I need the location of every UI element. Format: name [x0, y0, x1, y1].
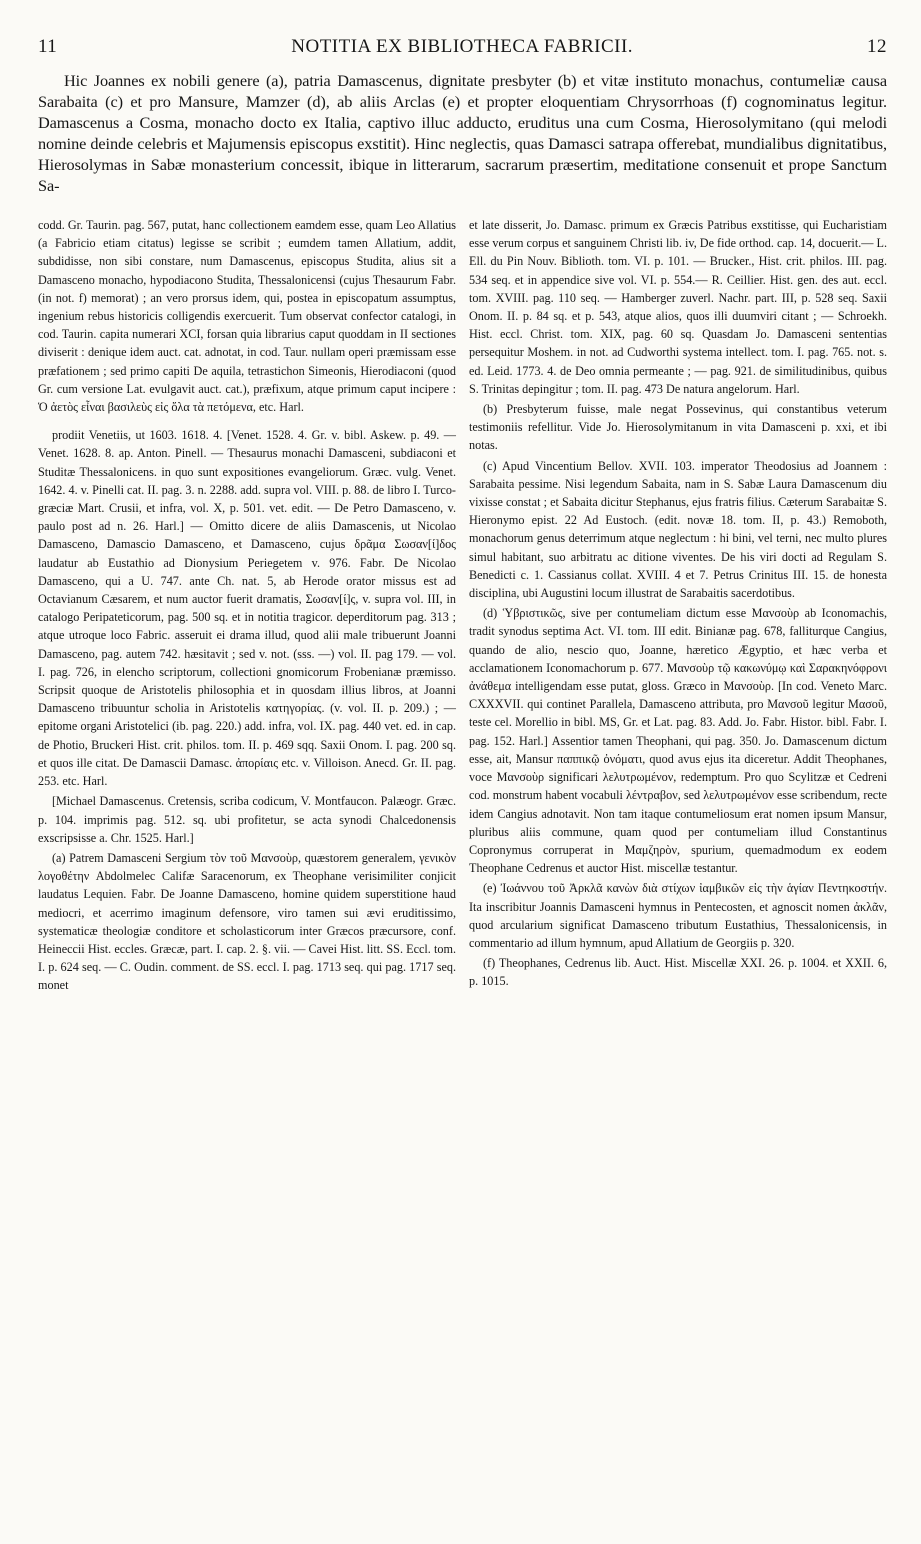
footnote-e: (e) Ἰωάννου τοῦ Ἀρκλᾶ κανὼν διὰ στίχων ἰαμβικῶν εἰς τὴν ἁγίαν Πεντηκοστήν. Ita inscribitur Joannis Damasceni hymnus in Pentecosten, et agnoscit nomen ἀκλᾶν, quod arcularium significat Damasceno tributum Eustathius, Thessalonicensis, in commentario ad illum hymnum, apud Allatium de Georgiis p. 320. — [469, 881, 887, 950]
main-paragraph: Hic Joannes ex nobili genere (a), patria Damascenus, dignitate presbyter (b) et vitæ instituto monachus, contumeliæ causa Sarabaita (c) et pro Mansure, Mamzer (d), ab aliis Arclas (e) et propter eloquentiam Chrysorrhoas (f) cognominatus legitur. Damascenus a Cosma, monacho docto ex Italia, captivo illuc adducto, eruditus una cum Cosma, Hierosolymitano (qui melodi nomine deinde celebris et Majumensis episcopus exstitit). Hinc neglectis, quas Damasci satrapa offerebat, mundialibus dignitatibus, Hierosolymas in Sabæ monasterium concessit, ibique in litterarum, sacrarum præsertim, meditatione consenuit et prope Sanctum Sa- — [38, 71, 887, 195]
footnote-paragraph: codd. Gr. Taurin. pag. 567, putat, hanc collectionem eamdem esse, quam Leo Allatius (a Fabricio etiam citatus) legisse se scribit ; eumdem tamen Allatium, addit, subdidisse, non sibi constare, num Damascenus, episcopus Studita, alius sit a Damasceno monacho, hypodiacono Studita, Thessalonicensi (cujus Thesaurum Fabr. (in not. f) memorat) ; an vero prorsus idem, qui, postea in episcopatum assumptus, ingenium rebus historicis colligendis exercuerit. Tum observat confector catalogi, in cod. Taurin. capita numerari XCI, forsan quia librarius caput quoddam in II sectiones diviserit : denique idem auct. cat. adnotat, in cod. Taur. nullam operi præmissam esse præfationem ; sed primo capiti De aquila, tetrastichon Simeonis, Hierodiaconi (quod Gr. cum versione Lat. evulgavit auct. cat.), præfixum, atque primum caput incipere : Ὁ ἀετὸς εἶναι βασιλεὺς εἰς ὅλα τὰ πετόμενα, etc. Harl. — [38, 218, 456, 415]
left-footnote-column — [38, 216, 456, 997]
footnote-c: (c) Apud Vincentium Bellov. XVII. 103. imperator Theodosius ad Joannem : Sarabaita pessime. Nisi legendum Sabaita, nam in S. Sabæ Laura Damascenum diu vixisse constat ; et Sabaita dicitur Stephanus, ejus fratris filius. Cæterum Sarabaitæ S. Hieronymo epist. 22 Ad Eustoch. (edit. novæ 18. tom. II, p. 43.) Remoboth, monachorum genus deterrimum atque neglectum : hi bini, vel terni, nec multo plures simul habitant, suo arbitratu ac ditione viventes. De his viri docti ad Regulam S. Benedicti c. 1. Cassianus collat. XVIII. 4 et 7. Petrus Crinitus III. 15. de honesta disciplina, ubi Augustini locum illustrat de Sarabaitis sacerdotibus. — [469, 458, 887, 601]
footnote-a: (a) Patrem Damasceni Sergium τὸν τοῦ Μανσοὺρ, quæstorem generalem, γενικὸν λογοθέτην Abdolmelec Califæ Saracenorum, ex Theophane verisimiliter conjicit laudatus Lequien. Fabr. De Joanne Damasceno, homine quidem superstitione haud mediocri, et acerrimo imaginum defensore, viro tamen sui ævi eruditissimo, systematicæ theologiæ conditore et scholasticorum inter Græcos præcursore, conf. Heineccii Hist. eccles. Græcæ, part. I. cap. 2. §. vii. — Cavei Hist. litt. SS. Eccl. tom. I. p. 624 seq. — C. Oudin. comment. de SS. eccl. I. pag. 1713 seq. qui pag. 1717 seq. monet — [38, 850, 456, 993]
footnote-b: (b) Presbyterum fuisse, male negat Possevinus, qui constantibus veterum testimoniis refellitur. Vide Jo. Hierosolymitanum in vita Damasceni p. xxi, et ibi notas. — [469, 402, 887, 453]
right-footnote-column — [469, 216, 887, 997]
right-page-number: 12 — [867, 36, 887, 57]
running-head — [38, 36, 887, 64]
footnote-paragraph: prodiit Venetiis, ut 1603. 1618. 4. [Venet. 1528. 4. Gr. v. bibl. Askew. p. 49. — Venet. 1628. 8. ap. Anton. Pinell. — Thesaurus monachi Damasceni, subdiaconi et Studitæ Thessalonicens. in quo sunt expositiones evangeliorum. Græc. vulg. Venet. 1642. 4. v. Pinelli cat. II. pag. 3. n. 2288. add. supra vol. VIII. p. 88. de libro I. Turco-græciæ Mart. Crusii, et infra, vol. X, p. 501. vet. edit. — De Petro Damasceno, v. paulo post ad n. 26. Harl.] — Omitto dicere de aliis Damascenis, ut Nicolao Damasceno, Damascio Damasceno, et Damasceno, cujus δρᾶμα Σωσαν[ί]δος laudatur ab Eustathio ad Dionysium Periegetem v. 976. Fabr. De Nicolao Damasceno, qui a U. 747. ante Ch. nat. 5, ab Herode orator missus est ad Octavianum Cæsarem, et num auctor fuerit dramatis, Σωσαν[ί]ς, v. supra vol. III, in catalogo Peripateticorum, pag. 500 sq. et in notitia tragicor. deperditorum pag. 313 ; atque utroque loco Fabric. asseruit ei drama illud, quod alii male tribuerunt Joanni Damasceno, pag. autem 742. hæsitavit ; sed v. not. (sss. —) vol. II. pag 179. — vol. I. pag. 726, in elencho scriptorum, collectioni gnomicorum Frobenianæ præmisso. Scripsit quoque de Aristotelis philosophia et in quosdam illius libros, at Joanni Damasceno tribuuntur scholia in Aristotelis κατηγορίας. (v. vol. II. p. 209.) ; — epitome organi Aristotelici (ib. pag. 220.) add. infra, vol. IX. pag. 440 vet. ed. in cap. de Photio, Bruckeri Hist. crit. philos. tom. II. p. 469 sqq. Saxii Onom. I. pag. 200 sq. et quos ille citat. De Damascii Damasc. ἀπορίαις etc. v. Villoison. Anecd. Gr. II. pag. 253. etc. Harl. — [38, 428, 456, 789]
footnote-paragraph: [Michael Damascenus. Cretensis, scriba codicum, V. Montfaucon. Palæogr. Græc. p. 104. imprimis pag. 512. sq. ubi profitetur, se acta synodi Chalcedonensis exscripsisse a. Chr. 1525. Harl.] — [38, 794, 456, 845]
main-text — [38, 70, 887, 196]
left-page-number: 11 — [38, 36, 58, 57]
running-title: NOTITIA EX BIBLIOTHECA FABRICII. — [291, 36, 634, 57]
footnote-f: (f) Theophanes, Cedrenus lib. Auct. Hist. Miscellæ XXI. 26. p. 1004. et XXII. 6, p. 1015. — [469, 956, 887, 989]
footnote-columns — [38, 216, 887, 997]
footnote-paragraph: et late disserit, Jo. Damasc. primum ex Græcis Patribus exstitisse, qui Eucharistiam esse verum corpus et sanguinem Christi lib. iv, De fide orthod. cap. 14, docuerit.— L. Ell. du Pin Nouv. Biblioth. tom. VI. p. 101. — Brucker., Hist. crit. philos. III. pag. 534 seq. et in appendice sive vol. VI. p. 554.— R. Ceillier. Hist. gen. des aut. eccl. tom. XVIII. pag. 110 seq. — Hamberger zuverl. Nachr. part. III, p. 528 seq. Saxii Onom. II. p. 84 sq. et p. 543, atque alios, quos illi duumviri citant ; — Schroekh. Hist. eccl. Christ. tom. XIX, pag. 60 sq. Quasdam Jo. Damasceni sententias persequitur Moshem. in not. ad Cudworthi systema intellect. tom. I. pag. 765. not. s. ed. Leid. 1773. 4. de Deo omnia permeante ; — pag. 921. de similitudinibus, quibus S. Trinitas depingitur ; tom. II. pag. 473 De natura angelorum. Harl. — [469, 218, 887, 396]
footnote-d: (d) Ὑβριστικῶς, sive per contumeliam dictum esse Μανσοὺρ ab Iconomachis, tradit synodus septima Act. VI. tom. III edit. Binianæ pag. 678, falliturque Cangius, quando de alio, nescio quo, Joanne, hæretico Ægyptio, et hæc verba et acclamationem Iconomachorum p. 677. Μανσοὺρ τῷ κακωνύμῳ καὶ Σαρακηνόφρονι ἀνάθεμα intelligendam esse putat, gloss. Græco in Μανσοὺρ. [In cod. Veneto Marc. CXXXVII. qui continet Parallela, Damasceno attributa, pro Μανσοῦ legitur Μασοῦ, teste cel. Morellio in bibl. MS, Gr. et Lat. pag. 83. Add. Jo. Fabr. Histor. bibl. Fabr. I. pag. 152. Harl.] Assentior tamen Theophani, qui pag. 350. Jo. Damascenum dictum esse, ait, Mansur παππικῷ ὀνόματι, quod avus ejus ita diceretur. Addit Theophanes, voce Μανσοὺρ significari λελυτρωμένον, redemptum. Pro quo Scylitzæ et Cedreni cod. monstrum habent vocabuli λέντραβον, sed λελυτρωμένον esse scribendum, recte idem Cangius adnotavit. Non tam itaque contumeliosum erat nomen ipsum Mansur, pluribus aliis commune, quam quod per contumeliam illud Constantinus Copronymus corruperat in Μαμζηρὸν, spurium, quemadmodum ex eodem Theophane Cedrenus et auctor Hist. miscellæ testantur. — [469, 606, 887, 876]
